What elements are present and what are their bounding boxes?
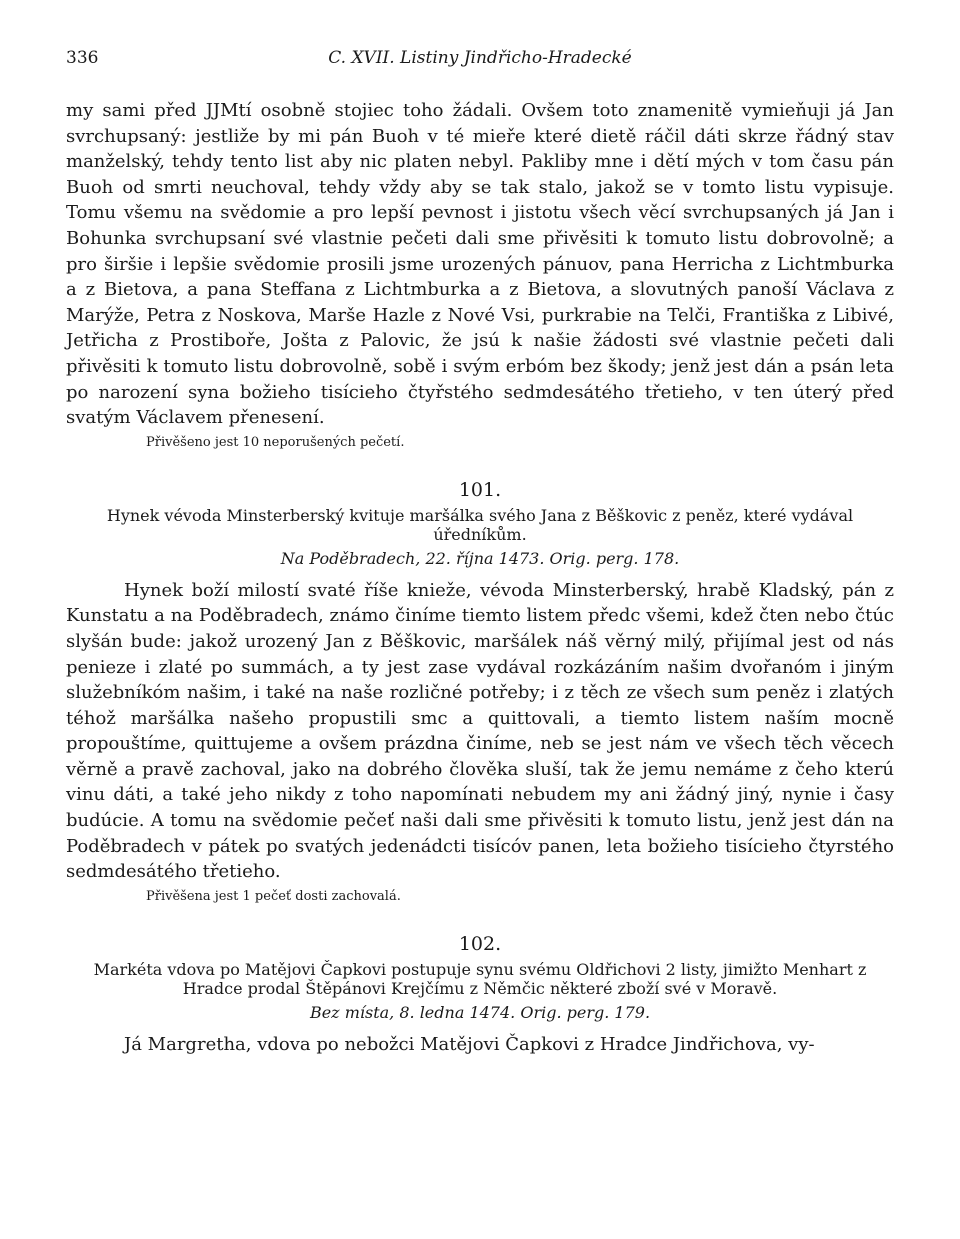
doc-102-number: 102.: [458, 932, 502, 955]
doc-102-regest: Markéta vdova po Matějovi Čapkovi postupuje synu svému Oldřichovi 2 listy, jimižto Menhart z Hradce prodal Štěpánovi Krejčímu z Němčic některé zboží své v Moravě.: [93, 959, 867, 998]
doc-102-paragraph: Já Margretha, vdova po nebožci Matějovi Čapkovi z Hradce Jindřichova, vy-: [124, 1033, 815, 1055]
doc-100-seal-note: Přivěšeno jest 10 neporušených pečetí.: [146, 434, 405, 450]
doc-101-seal-note: Přivěšena jest 1 pečeť dosti zachovalá.: [146, 888, 401, 904]
running-head: [66, 48, 894, 76]
page-number: 336: [66, 48, 99, 68]
doc-101-dating: Na Poděbradech, 22. října 1473. Orig. perg. 178.: [280, 548, 680, 568]
doc-101-regest: Hynek vévoda Minsterberský kvituje maršálka svého Jana z Běškovic z peněz, které vydával úředníkům.: [106, 505, 854, 544]
document-page: [66, 48, 894, 1057]
doc-100-paragraph: my sami před JJMtí osobně stojiec toho žádali. Ovšem toto znamenitě vymieňuji já Jan svrchupsaný: jestliže by mi pán Buoh v té mieře které dietě ráčil dáti skrze řádný stav manželský, tehdy tento list aby nic platen nebyl. Pakliby mne i dětí mých v tom času pán Buoh od smrti neuchoval, tehdy vždy aby se tak stalo, jakož se v tomto listu vypisuje. Tomu všemu na svědomie a pro lepší pevnost i jistotu všech věcí svrchupsaných já Jan i Bohunka svrchupsaní své vlastnie pečeti dali sme přivěsiti k tomuto listu dobrovolně; a pro širšie i lepšie svědomie prosili jsme urozených pánuov, pana Herricha z Lichtmburka a z Bietova, a pana Steffana z Lichtmburka a z Bietova, a slovutných panoší Václava z Marýže, Petra z Noskova, Marše Hazle z Nové Vsi, purkrabie na Telči, Františka z Libivé, Jetřicha z Prostiboře, Jošta z Palovic, že jsú k našie žádosti své vlastnie pečeti dali přivěsiti k tomuto listu dobrovolně, sobě i svým erbóm bez škody; jenž jest dán a psán leta po narození syna božieho tisícieho čtyřstého sedmdesátého třetieho, v ten úterý před svatým Václavem přenesení.: [66, 100, 894, 429]
body-text: [66, 98, 894, 1057]
running-head-title: C. XVII. Listiny Jindřicho-Hradecké: [328, 48, 632, 68]
doc-101-number: 101.: [458, 478, 502, 501]
doc-101-paragraph: Hynek boží milostí svaté říše knieže, vévoda Minsterberský, hrabě Kladský, pán z Kunstatu a na Poděbradech, známo činíme tiemto listem předc všemi, kdež čten nebo čtúc slyšán bude: jakož urozený Jan z Běškovic, maršálek náš věrný milý, přijímal jest od nás penieze i zlaté po summách, a ty jest zase vydával rozkázáním našim dvořanóm i jiným služebníkóm našim, i také na naše rozličné potřeby; i z těch ze všech sum peněz i zlatých téhož maršálka našeho propustili smc a quittovali, a tiemto listem naším mocně propouštíme, quittujeme a ovšem prázdna činíme, neb se jest nám ve všech těch věcech věrně a pravě zachoval, jako na dobrého člověka sluší, tak že jemu nemáme z čeho kterú vinu dáti, a také jeho nikdy z toho napomínati nebudem my ani žádný jiný, nynie i časy budúcie. A tomu na svědomie pečeť naši dali sme přivěsiti k tomuto listu, jenž jest dán na Poděbradech v pátek po svatých jedenádcti tisícóv panen, leta božieho tisícieho čtyrstého sedmdesátého třetieho.: [66, 579, 894, 883]
doc-102-dating: Bez místa, 8. ledna 1474. Orig. perg. 179.: [309, 1002, 651, 1022]
